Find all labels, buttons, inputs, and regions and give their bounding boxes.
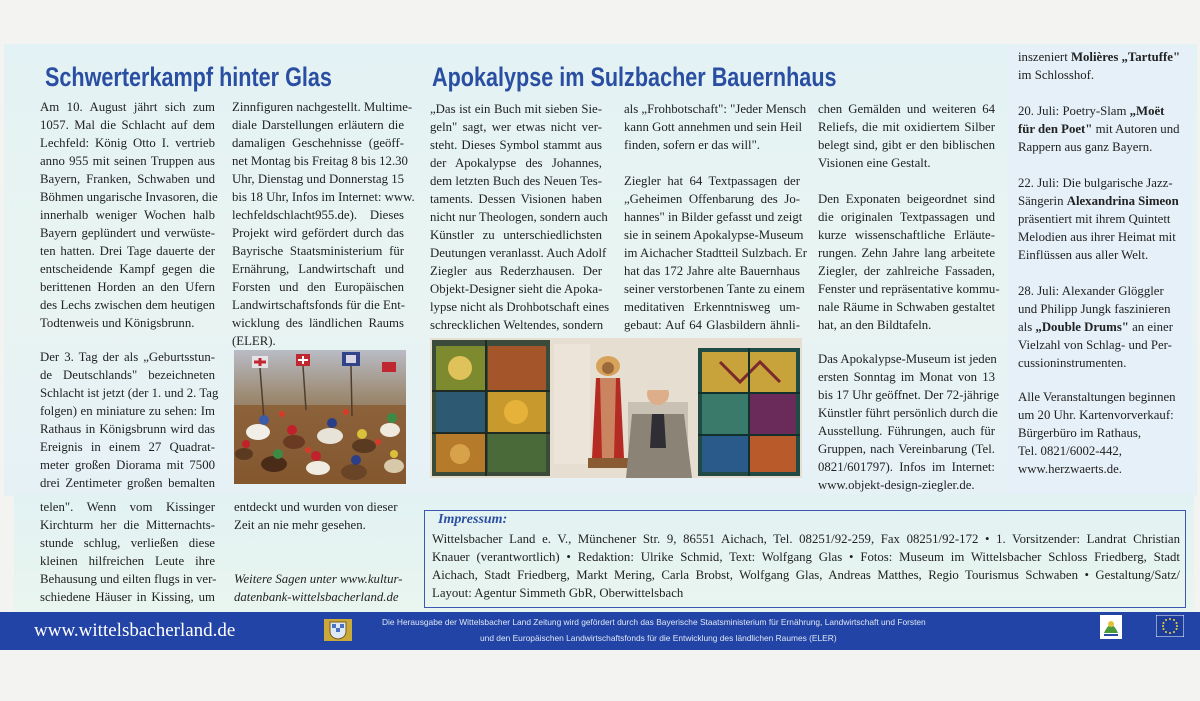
text-line: Kirchturm her die Mitternachts- [40,518,215,532]
text-line: Ereignis in einem 27 Quadrat- [40,440,215,454]
text-line: Bürgerbüro im Rathaus, [1018,426,1142,440]
text-line: (ELER). [232,334,276,348]
text-line: Bayern geplündert und verwüste- [40,226,215,240]
text-line: Schlacht ist jetzt (der 1. und 2. Tag [40,386,219,400]
text-line: Bayern, Franken, Schwaben und [40,172,215,186]
text-line: geln" sagt, wer etwas nicht ver- [430,120,602,134]
text-run: inszeniert [1018,50,1071,64]
text-line: Ziegler aus Rederzhausen. Der [430,264,602,278]
text-line: bis 17 Uhr geöffnet. Der 72-jährige [818,388,999,402]
text-line: Den Exponaten beigeordnet sind [818,192,995,206]
funding-note-line-2: und den Europäischen Landwirtschaftsfonds für die Entwicklung des ländlichen Raumes (ELER) [480,633,837,643]
text-line: Ernährung, Landwirtschaft und [232,262,404,276]
impressum-title: Impressum: [438,512,508,527]
impressum-line: Layout: Agentur Simmeth GbR, Oberwittelsbach [432,586,684,600]
text-run: als [1018,320,1036,334]
text-line: www.herzwaerts.de. [1018,462,1122,476]
text-line: präsentiert mit ihrem Quintett [1018,212,1171,226]
text-run: Sängerin [1018,194,1067,208]
article-heading-main: Apokalypse im Sulzbacher Bauernhaus [432,62,837,92]
text-line: dem letzten Buch des Neuen Tes- [430,174,602,188]
text-line: diale Darstellungen erläutern die [232,118,404,132]
text-line: Bayrische Staatsministerium für [232,244,404,258]
text-line: belegt sind, gibt er den biblischen [818,138,995,152]
text-line: 0821/601797). Infos im Internet: [818,460,995,474]
text-line: telen". Wenn vom Kissinger [40,500,215,514]
text-line: Melodien aus ihrer Heimat mit [1018,230,1176,244]
text-line: Am 10. August jährt sich zum [40,100,215,114]
text-line: kurze wissenschaftliche Erläute- [818,228,995,242]
text-line [1018,192,1179,210]
text-line: Ausstellung. Führungen, auch für [818,424,995,438]
text-line [1018,48,1180,66]
text-line: „Das ist ein Buch mit sieben Sie- [430,102,602,116]
text-line: ersten Sonntag im Monat von 13 [818,370,995,384]
artist-name: Alexandrina Simeon [1066,194,1179,208]
text-line: gebaut: Auf 64 Glasbildern ähnli- [624,318,800,332]
museum-photo [430,338,802,478]
text-line: cussioninstrumenten. [1018,356,1127,370]
text-line: Projekt wird gefördert durch das [232,226,404,240]
bavaria-coat-of-arms-icon [324,619,352,641]
text-line: chen Gemälden und weiteren 64 [818,102,995,116]
text-line: seiner verstorbenen Tante zu einem [624,282,805,296]
text-line: berittenen Horden an den Ufern [40,280,215,294]
text-line: Forsten und den Europäischen [232,280,404,294]
text-line: stunde schlug, verließen diese [40,536,215,550]
text-line: Rappern aus ganz Bayern. [1018,140,1153,154]
impressum-line: Knauer (verantwortlich) • Redaktion: Ulrike Schmid, Text: Wolfgang Glas • Fotos: Museum im Wittelsbacher Schloss Friedberg, Stadt [432,550,1180,564]
text-line: Alle Veranstaltungen beginnen [1018,390,1176,404]
impressum-line: Wittelsbacher Land e. V., Münchener Str. 9, 86551 Aichach, Tel. 08251/92-259, Fax 08251/92-172 • 1. Vorsitzender: Landrat Christian [432,532,1180,546]
text-line: Rathaus in Königsbrunn wird das [40,422,215,436]
text-line: anno 955 mit seinen Truppen aus [40,154,215,168]
text-line: Künstler führt persönlich durch die [818,406,998,420]
text-line: Ziegler, der zahlreiche Fassaden, [818,264,995,278]
text-line [1018,318,1173,336]
text-line: innerhalb weniger Wochen halb [40,208,215,222]
text-line: kann Gott annehmen und sein Heil [624,120,803,134]
text-line: Uhr, Dienstag und Donnerstag 15 [232,172,404,186]
text-line: www.objekt-design-ziegler.de. [818,478,975,492]
article-heading-left: Schwerterkampf hinter Glas [45,62,332,92]
text-line: Reliefs, die mit oxidiertem Silber [818,120,995,134]
text-line: „Geheimen Offenbarung des Jo- [624,192,800,206]
text-line: finden, sofern er das will". [624,138,760,152]
text-line: Vielzahl von Schlag- und Per- [1018,338,1172,352]
text-line: taments. Dessen Visionen haben [430,192,602,206]
text-line: Tel. 0821/6002-442, [1018,444,1122,458]
text-line: Fenster und repräsentative kommu- [818,282,1000,296]
text-line: bis 18 Uhr, Infos im Internet: www. [232,190,415,204]
text-line: im Schlosshof. [1018,68,1095,82]
more-legends-link[interactable]: datenbank-wittelsbacherland.de [234,590,399,604]
text-line: des Lechs zwischen dem heutigen [40,298,215,312]
text-line: sie in seinem Apokalypse-Museum [624,228,804,242]
text-run: 20. Juli: Poetry-Slam [1018,104,1130,118]
text-line: hat, an den Bildtafeln. [818,318,932,332]
event-title: für den Poet" [1018,122,1093,136]
text-line: Zeit an nie mehr gesehen. [234,518,366,532]
text-line: Todtenweis und Königsbrunn. [40,316,195,330]
event-title: „Double Drums" [1035,320,1129,334]
text-line: Landwirtschaftsfonds für die Ent- [232,298,406,312]
text-run: mit Autoren und [1092,122,1180,136]
text-line: und Philipp Jungk faszinieren [1018,302,1171,316]
play-title: Molières „Tartuffe" [1070,50,1181,64]
text-line: kleinen hilfreichen Leute ihre [40,554,215,568]
text-line: Ziegler hat 64 Textpassagen der [624,174,800,188]
text-line: Das Apokalypse-Museum ist jeden [818,352,997,366]
text-line: Einflüssen aus aller Welt. [1018,248,1149,262]
text-line: de Deutschlands" bezeichneten [40,368,215,382]
eu-flag-icon [1156,615,1184,637]
text-line: Deutungen veranlasst. Auch Adolf [430,246,607,260]
text-line: Lechfeld: König Otto I. vertrieb [40,136,215,150]
text-line: meter großen Diorama mit 7500 [40,458,215,472]
event-title: „Moët [1129,104,1165,118]
text-line: hat das 172 Jahre alte Bauernhaus [624,264,800,278]
eler-logo-icon [1100,615,1122,639]
text-line: meditativen Erkenntnisweg um- [624,300,800,314]
funding-note-line-1: Die Herausgabe der Wittelsbacher Land Zeitung wird gefördert durch das Bayerische Staatsministerium für Ernährung, Landwirtschaft und Forsten [382,617,926,627]
text-line: lechfeldschlacht955.de). Dieses [232,208,404,222]
text-line: net Montag bis Freitag 8 bis 12.30 [232,154,408,168]
text-line: steht. Dieses Symbol stammt aus [430,138,602,152]
text-line: Visionen eine Gestalt. [818,156,931,170]
footer-website-link[interactable]: www.wittelsbacherland.de [34,620,236,641]
text-line: ten hatten. Drei Tage dauerte der [40,244,215,258]
text-line: hannes" in Bilder gefasst und zeigt [624,210,803,224]
text-line: nale Räume in Schwaben gestaltet [818,300,995,314]
text-line: 28. Juli: Alexander Glöggler [1018,284,1164,298]
more-legends-link[interactable]: Weitere Sagen unter www.kultur- [234,572,403,586]
text-line: Künstler zu unterschiedlichsten [430,228,602,242]
text-line: wicklung des ländlichen Raums [232,316,404,330]
text-line: rungen. Zehn Jahre lang arbeitete [818,246,995,260]
text-line: 22. Juli: Die bulgarische Jazz- [1018,176,1173,190]
text-line: der Apokalypse des Johannes, [430,156,602,170]
text-line: die originalen Textpassagen und [818,210,995,224]
text-line: Böhmen ungarische Invasoren, die [40,190,218,204]
text-line: Gruppen, nach Vereinbarung (Tel. [818,442,995,456]
text-line: folgen) en miniature zu sehen: Im [40,404,215,418]
text-line: drei Zentimeter großen bemalten [40,476,215,490]
text-line: Behausung und eilten flugs in ver- [40,572,217,586]
text-line: lypse nicht als Drohbotschaft eines [430,300,610,314]
text-line: schiedene Häuser in Kissing, um [40,590,215,604]
text-line: um 20 Uhr. Kartenvorverkauf: [1018,408,1174,422]
text-line: damaligen Geschehnisse (geöff- [232,136,404,150]
text-line [1018,120,1180,138]
text-line: nicht nur Theologen, sondern auch [430,210,608,224]
text-line: Zinnfiguren nachgestellt. Multime- [232,100,413,114]
diorama-photo [234,350,406,484]
text-run: an einer [1128,320,1173,334]
text-line [1018,102,1164,120]
text-line: im Aichacher Stadtteil Sulzbach. Er [624,246,808,260]
impressum-line: Aichach, Stadt Friedberg, Markt Mering, Carla Brobst, Wolfgang Glas, Andreas Matthes, Regio Tourismus Schwaben • Gestaltung/Satz/ [432,568,1180,582]
text-line: Objekt-Designer sieht die Apoka- [430,282,603,296]
text-line: entscheidende Kampf gegen die [40,262,215,276]
text-line: schrecklichen Weltendes, sondern [430,318,604,332]
text-line: Der 3. Tag der als „Geburtsstun- [40,350,215,364]
text-line: entdeckt und wurden von dieser [234,500,398,514]
text-line: als „Frohbotschaft": "Jeder Mensch [624,102,807,116]
text-line: 1057. Mal die Schlacht auf dem [40,118,215,132]
